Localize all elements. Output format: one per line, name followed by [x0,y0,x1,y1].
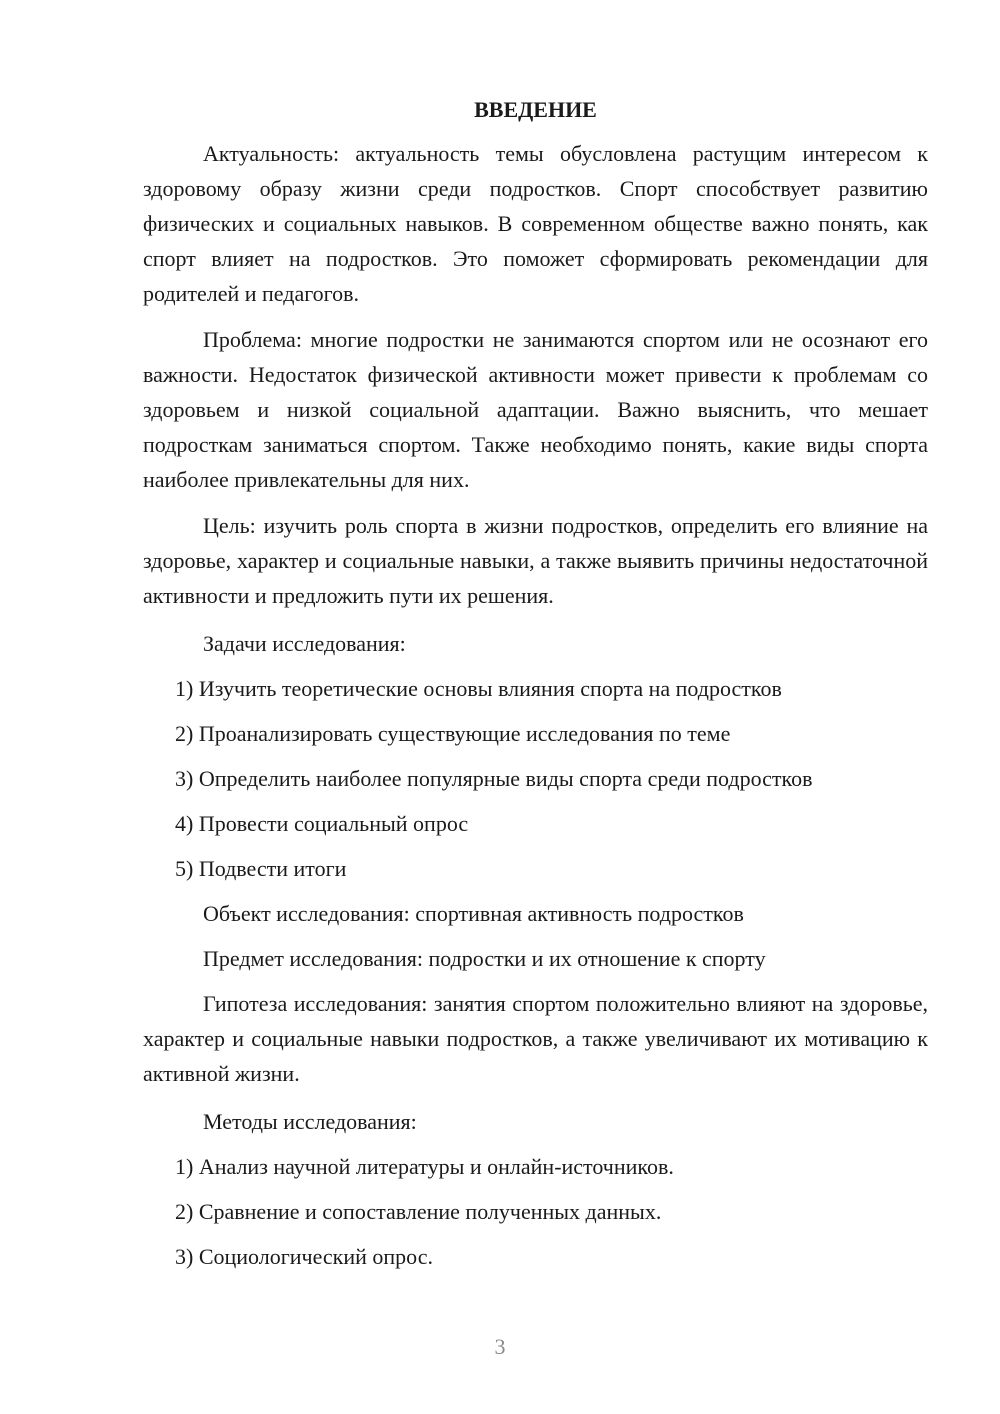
hypothesis-paragraph: Гипотеза исследования: занятия спортом положительно влияют на здоровье, характер и социальные навыки подростков, а также увеличивают их мотивацию к активной жизни. [143,991,928,1086]
methods-heading: Методы исследования: [203,1109,417,1134]
page-title: ВВЕДЕНИЕ [474,97,597,122]
document-page [143,96,928,1284]
task-item: 4) Провести социальный опрос [175,811,469,836]
tasks-heading: Задачи исследования: [203,631,406,656]
task-item: 5) Подвести итоги [175,856,347,881]
goal-paragraph: Цель: изучить роль спорта в жизни подростков, определить его влияние на здоровье, характер и социальные навыки, а также выявить причины недостаточной активности и предложить пути их решения. [143,513,928,608]
method-item: 2) Сравнение и сопоставление полученных данных. [175,1199,662,1224]
task-item: 1) Изучить теоретические основы влияния спорта на подростков [175,676,782,701]
method-item: 3) Социологический опрос. [175,1244,433,1269]
task-item: 3) Определить наиболее популярные виды спорта среди подростков [175,766,813,791]
relevance-paragraph: Актуальность: актуальность темы обусловлена растущим интересом к здоровому образу жизни среди подростков. Спорт способствует развитию физических и социальных навыков. В современном обществе важно понять, как спорт влияет на подростков. Это поможет сформировать рекомендации для родителей и педагогов. [143,141,928,306]
research-object: Объект исследования: спортивная активность подростков [203,901,744,926]
research-subject: Предмет исследования: подростки и их отношение к спорту [203,946,766,971]
method-item: 1) Анализ научной литературы и онлайн-источников. [175,1154,674,1179]
problem-paragraph: Проблема: многие подростки не занимаются спортом или не осознают его важности. Недостаток физической активности может привести к проблемам со здоровьем и низкой социальной адаптации. Важно выяснить, что мешает подросткам заниматься спортом. Также необходимо понять, какие виды спорта наиболее привлекательны для них. [143,327,928,492]
task-item: 2) Проанализировать существующие исследования по теме [175,721,731,746]
page-number: 3 [494,1334,506,1359]
